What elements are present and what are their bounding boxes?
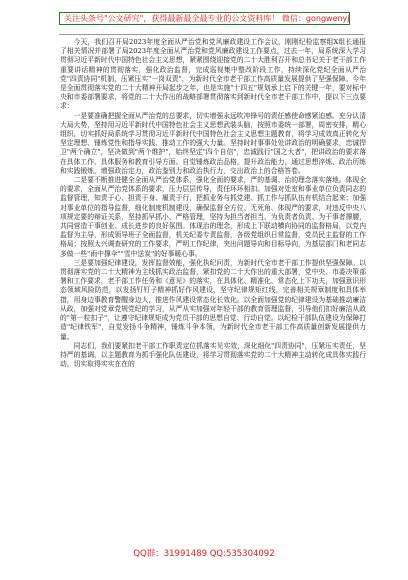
promo-banner-text: 关注头条号"公文研究"，获得最新最全最专业的公文资料库！ 微信：gongwenyj xyxy=(64,14,350,23)
requirement-three-paragraph: 三是要加强纪律建设，发挥监督效能，强化执纪问责，为新时代全市老干部工作提供坚强保障。以贯彻落实党的二十大精神为主线抓实政治监督，紧扣党的二十大作出的重大部署，党中央、市委决策部署和工作要求，老干部工作任务和《意见》的落实，在具体化、精准化、常态化上下功夫，加强意识形态领域风险防范，以发扬钉钉子精神抓好作风建设，坚守纪律规矩红线，完善相关规章制度和具体举措，用身边事教育警醒身边人，推进作风建设常态化长效化。以全面加强党的纪律建设为基础推动廉洁从政，加强对党章党规党纪的学习，从严从实加强对年轻干部的教育管理监督，引导他们扣好廉洁从政的"第一粒扣子"，让遵守纪律规矩成为党员干部的思想自觉、行动自觉。以纪检干部队伍建设为保障打造"纪律铁军"，自觉发扬斗争精神，锤炼斗争本领，为新时代全市老干部工作高质量创新发展提供力量。 xyxy=(60,258,366,341)
requirement-one-paragraph: 一是要准确把握全面从严治党的总要求，切实增强永远吹冲锋号的责任感使命感紧迫感。充分认清大局大势，坚持用习近平新时代中国特色社会主义思想武装头脑，按照市委统一部署，周密安排，精心组织，切实抓好局系统学习贯彻习近平新时代中国特色社会主义思想主题教育，将学习成效真正转化为坚定理想、锤炼党性和指导实践、推动工作的强大力量。坚持时时事事处处讲政治的明确要求，忠诚捍卫"两个确立"，坚决做到"两个维护"，始终坚定"四个自信"，忠诚践行"国之大者"，把讲政治的要求落在具体工作、具体服务和教育引导方面。自觉锤炼政治品格，提升政治能力，通过思想淬炼、政治历练和实践锻炼，增强政治定力，政治鉴别力和政治执行力，交出政治上的合格答卷。 xyxy=(60,111,366,175)
closing-paragraph: 同志们，我们要紧扣老干部工作职责定位抓落实见实效，深化细化"四责协同"，压紧压实责任，坚持严的基调，以主题教育为抓手强化队伍建设，将学习贯彻落实党的二十大精神主动转化成具体实践行动，切实取得实实在在的 xyxy=(60,341,366,369)
header-divider xyxy=(59,34,364,35)
requirement-two-paragraph: 二是要不断推进健全全面从严治党体系，强化全面的要求，严的基调、治的理念落实落地。体现全的要求，全面从严治党体系的要求，压力层层传导，责任环环相扣。加强对处室和事业单位负责同志的监督管理，知责于心、担责于身、履责于行，把抓业务与抓党建、抓工作与抓队伍有机结合起来；加强对事业单位的指导监督，细化制度机制建设，确保监督全方位、无死角、体现严的要求，对违反中央八项规定要的辩证关系，坚持抓早抓小、严格管理，坚持为担当者担当、为负责者负责、为干事者撑腰，共同营造干事创业、成长进步的良好氛围。体现治的理念，形成上下联动横向协同的监督格局，以党内监督为主导，形成领导班子全面监督，机关纪委专责监督，各级党组织日常监督，党员民主监督的工作格局；按照大兴调查研究的工作要求，严明工作纪律，突出问题导向和目标导向，为基层部门和老同志多做一些"雨中撑伞""雪中送炭"的好事暖心事。 xyxy=(60,176,366,258)
document-body xyxy=(60,38,366,543)
intro-paragraph: 今天，我们召开局2023年度全面从严治党和党风廉政建设工作会议，刚刚纪检监察组X组长通报了相关情况并部署了局2023年度全面从严治党和党风廉政建设工作要点，过去一年，局系统深入学习贯彻习近平新时代中国特色社会主义思想，紧紧围绕迎接党的二十大胜利召开和总书记关于老干部工作重要讲话精神的贯彻落实，强化政治监督，完成巡视集中整改阶段工作，持续深化党纪全面从严治党"四责协同"机制，压紧压实"一岗双责"，为新时代全市老干部工作高质量发展提供了坚强保障。今年是全面贯彻落实党的二十大精神开局起步之年，也是实施"十四五"规划承上启下的关键一年，要对标中央和市委部署要求，将党的二十大作出的战略部署贯彻落实到新时代全市老干部工作中，提以下三点要求： xyxy=(60,38,366,111)
contact-footer: QQ群：31991489 QQ:535304092 xyxy=(133,549,275,559)
promo-banner xyxy=(59,12,350,25)
